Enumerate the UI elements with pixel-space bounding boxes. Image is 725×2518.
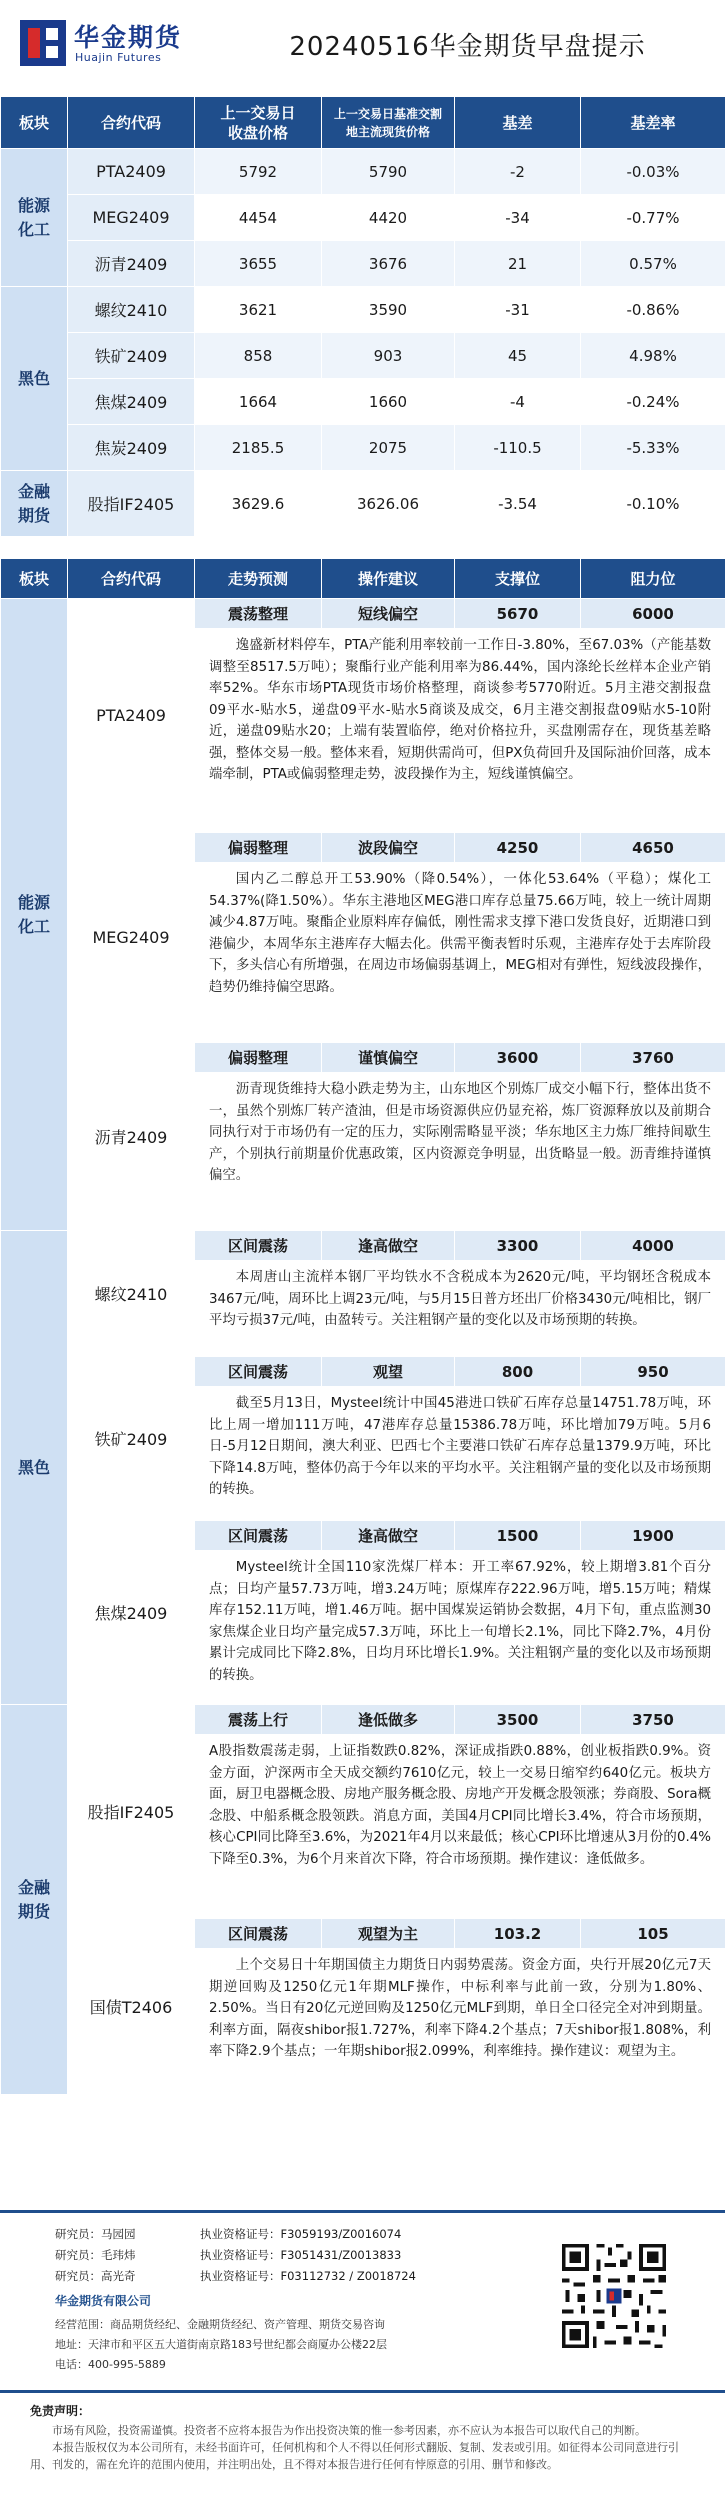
resistance-cell: 4650	[581, 833, 725, 863]
analysis-text-body: 逸盛新材料停车，PTA产能利用率较前一工作日-3.80%，至67.03%（产能基数调整至8517.5万吨）；聚酯行业产能利用率为86.44%，国内涤纶长丝样本企业产销率52%。华东市场PTA现货市场价格整理，商谈参考5770附近。5月主港交割报盘09平水-贴水5，递盘09平水-贴水5商谈及成交，6月主港交割报盘09贴水5-10附近，递盘09贴水20；上端有装置临停，绝对价格拉升，买盘刚需存在，现货基差略强，整体交易一般。整体来看，短期供需尚可，但PX负荷回升及国际油价回落，成本端牵制，PTA或偏弱整理走势，波段操作为主，短线谨慎偏空。	[209, 638, 711, 782]
logo-cn-text: 华金期货	[74, 23, 183, 52]
basis-cell: -2	[455, 149, 581, 195]
company-logo	[20, 18, 210, 78]
table-row	[1, 1357, 725, 1387]
code-cell: 国债T2406	[68, 1919, 195, 2095]
sector-cell: 黑色	[1, 1231, 68, 1705]
sector-cell: 金融 期货	[1, 1705, 68, 2095]
analysis-text	[195, 629, 725, 833]
sector-cell: 能源 化工	[1, 599, 68, 1231]
disclaimer-paragraph: 市场有风险，投资需谨慎。投资者不应将本报告为作出投资决策的惟一参考因素，亦不应认为本报告可以取代自己的判断。	[52, 2424, 646, 2437]
table-row	[1, 425, 725, 471]
table-row	[1, 379, 725, 425]
sector-cell: 黑色	[1, 287, 68, 471]
close-cell: 3655	[195, 241, 322, 287]
table-row	[1, 833, 725, 863]
researcher-license: 执业资格证号：F03112732 / Z0018724	[200, 2269, 416, 2283]
col-header-advice: 操作建议	[322, 559, 455, 599]
code-cell: MEG2409	[68, 833, 195, 1043]
researcher-line	[55, 2268, 416, 2284]
rate-cell: -0.03%	[581, 149, 725, 195]
table-row	[1, 1231, 725, 1261]
col-header-close: 上一交易日 收盘价格	[195, 97, 322, 149]
support-cell: 5670	[455, 599, 581, 629]
analysis-text	[195, 863, 725, 1043]
code-cell: 铁矿2409	[68, 1357, 195, 1521]
company-address: 地址：天津市和平区五大道街南京路183号世纪都会商厦办公楼22层	[55, 2338, 387, 2351]
analysis-text-body: 国内乙二醇总开工53.90%（降0.54%），一体化53.64%（平稳）；煤化工54.37%(降1.50%）。华东主港地区MEG港口库存总量75.66万吨，较上一统计周期减少4.87万吨。聚酯企业原料库存偏低，刚性需求支撑下港口发货良好，近期港口到港偏少，本周华东主港库存大幅去化。供需平衡表暂时乐观，主港库存处于去库阶段下，多头信心有所增强，在周边市场偏弱基调上，MEG相对有弹性，短线波段操作，趋势仍维持偏空思路。	[209, 872, 711, 995]
basis-table	[0, 96, 725, 537]
qr-code-icon	[558, 2240, 670, 2352]
analysis-text-body: Mysteel统计全国110家洗煤厂样本：开工率67.92%，较上期增3.81个百分点；日均产量57.73万吨，增3.24万吨；原煤库存222.96万吨，增5.15万吨；精煤库存152.11万吨，增1.46万吨。据中国煤炭运销协会数据，4月下旬，重点监测30家焦煤企业日均产量完成57.3万吨，环比上一旬增长2.1%，同比下降2.7%，4月份累计完成同比下降2.8%，日均月环比增长1.9%。关注粗钢产量的变化以及市场预期的转换。	[209, 1560, 711, 1683]
trend-cell: 震荡整理	[195, 599, 322, 629]
sector-cell: 金融 期货	[1, 471, 68, 537]
code-cell: 股指IF2405	[68, 471, 195, 537]
spot-cell: 3676	[322, 241, 455, 287]
code-cell: 铁矿2409	[68, 333, 195, 379]
trend-cell: 区间震荡	[195, 1231, 322, 1261]
trend-cell: 区间震荡	[195, 1919, 322, 1949]
company-phone: 电话：400-995-5889	[55, 2358, 166, 2371]
support-cell: 1500	[455, 1521, 581, 1551]
advice-cell: 观望	[322, 1357, 455, 1387]
code-cell: 股指IF2405	[68, 1705, 195, 1919]
disclaimer-title: 免责声明：	[30, 2404, 91, 2418]
report-header	[0, 0, 725, 96]
spot-cell: 3626.06	[322, 471, 455, 537]
researcher-line	[55, 2247, 402, 2263]
advice-cell: 逢高做空	[322, 1231, 455, 1261]
table-row	[1, 149, 725, 195]
analysis-text	[195, 1261, 725, 1357]
rate-cell: 0.57%	[581, 241, 725, 287]
table-row	[1, 1705, 725, 1735]
close-cell: 2185.5	[195, 425, 322, 471]
analysis-text-body: 上个交易日十年期国债主力期货日内弱势震荡。资金方面，央行开展20亿元7天期逆回购及1250亿元1年期MLF操作，中标利率与此前一致，分别为1.80%、2.50%。当日有20亿元逆回购及1250亿元MLF到期，单日全口径完全对冲到期量。利率方面，隔夜shibor报1.727%，利率下降4.2个基点；7天shibor报1.808%，利率下降2.9个基点；一年期shibor报2.099%，利率维持。操作建议：观望为主。	[209, 1958, 711, 2059]
page-title: 20240516华金期货早盘提示	[289, 32, 646, 62]
resistance-cell: 6000	[581, 599, 725, 629]
advice-cell: 逢高做空	[322, 1521, 455, 1551]
support-cell: 4250	[455, 833, 581, 863]
footer-divider	[0, 2390, 725, 2393]
basis-cell: -3.54	[455, 471, 581, 537]
basis-cell: -31	[455, 287, 581, 333]
spot-cell: 3590	[322, 287, 455, 333]
trend-cell: 偏弱整理	[195, 1043, 322, 1073]
support-cell: 3300	[455, 1231, 581, 1261]
close-cell: 5792	[195, 149, 322, 195]
disclaimer-text	[30, 2422, 690, 2473]
table-row	[1, 241, 725, 287]
analysis-text-body: A股指数震荡走弱，上证指数跌0.82%，深证成指跌0.88%，创业板指跌0.9%。资金方面，沪深两市全天成交额约7610亿元，较上一交易日缩窄约640亿元。板块方面，厨卫电器概念股、房地产服务概念股、房地产开发概念股领涨；券商股、Sora概念股、中船系概念股领跌。消息方面，美国4月CPI同比增长3.4%，符合市场预期，核心CPI同比降至3.6%，为2021年4月以来最低；核心CPI环比增速从3月份的0.4%下降至0.3%，为6个月来首次下降，符合市场预期。操作建议：逢低做多。	[209, 1744, 711, 1867]
table-row	[1, 1521, 725, 1551]
spot-cell: 903	[322, 333, 455, 379]
researcher-name: 研究员：毛玮炜	[55, 2248, 136, 2262]
resistance-cell: 3760	[581, 1043, 725, 1073]
analysis-text	[195, 1387, 725, 1521]
analysis-text	[195, 1073, 725, 1231]
col-header-code: 合约代码	[68, 559, 195, 599]
rate-cell: 4.98%	[581, 333, 725, 379]
rate-cell: -0.77%	[581, 195, 725, 241]
researcher-name: 研究员：高光奇	[55, 2269, 136, 2283]
support-cell: 103.2	[455, 1919, 581, 1949]
code-cell: 沥青2409	[68, 1043, 195, 1231]
footer-divider	[0, 2210, 725, 2213]
basis-cell: -34	[455, 195, 581, 241]
researcher-license: 执业资格证号：F3051431/Z0013833	[200, 2248, 402, 2262]
sector-cell: 能源 化工	[1, 149, 68, 287]
huajin-logo-icon	[20, 20, 66, 66]
col-header-sector: 板块	[1, 559, 68, 599]
code-cell: MEG2409	[68, 195, 195, 241]
spot-cell: 2075	[322, 425, 455, 471]
code-cell: 焦煤2409	[68, 379, 195, 425]
trend-cell: 区间震荡	[195, 1357, 322, 1387]
col-header-support: 支撑位	[455, 559, 581, 599]
researcher-license: 执业资格证号：F3059193/Z0016074	[200, 2227, 402, 2241]
disclaimer-paragraph: 本报告版权仅为本公司所有，未经书面许可，任何机构和个人不得以任何形式翻版、复制、发表或引用。如征得本公司同意进行引用、刊发的，需在允许的范围内使用，并注明出处，且不得对本报告进行任何有悖原意的引用、删节和修改。	[30, 2441, 679, 2471]
trend-cell: 区间震荡	[195, 1521, 322, 1551]
researcher-line	[55, 2226, 402, 2242]
rate-cell: -0.86%	[581, 287, 725, 333]
basis-cell: 21	[455, 241, 581, 287]
rate-cell: -0.10%	[581, 471, 725, 537]
code-cell: 沥青2409	[68, 241, 195, 287]
spot-cell: 4420	[322, 195, 455, 241]
table-row	[1, 333, 725, 379]
col-header-code: 合约代码	[68, 97, 195, 149]
table-row	[1, 471, 725, 537]
analysis-text	[195, 1551, 725, 1705]
resistance-cell: 4000	[581, 1231, 725, 1261]
basis-cell: 45	[455, 333, 581, 379]
col-header-spot: 上一交易日基准交割 地主流现货价格	[322, 97, 455, 149]
support-cell: 3500	[455, 1705, 581, 1735]
basis-table-header	[1, 97, 725, 149]
col-header-resistance: 阻力位	[581, 559, 725, 599]
advice-cell: 短线偏空	[322, 599, 455, 629]
code-cell: PTA2409	[68, 599, 195, 833]
resistance-cell: 1900	[581, 1521, 725, 1551]
company-name: 华金期货有限公司	[55, 2294, 152, 2308]
close-cell: 4454	[195, 195, 322, 241]
basis-cell: -4	[455, 379, 581, 425]
close-cell: 3629.6	[195, 471, 322, 537]
table-row	[1, 287, 725, 333]
code-cell: PTA2409	[68, 149, 195, 195]
table-row	[1, 195, 725, 241]
business-scope: 经营范围：商品期货经纪、金融期货经纪、资产管理、期货交易咨询	[55, 2318, 385, 2331]
analysis-text-body: 沥青现货维持大稳小跌走势为主，山东地区个别炼厂成交小幅下行，整体出货不一，虽然个别炼厂转产渣油，但是市场资源供应仍显充裕，炼厂资源释放以及前期合同执行对于市场仍有一定的压力，实际刚需略显平淡；华东地区主力炼厂维持间歇生产，个别执行前期量价优惠政策，区内资源竞争明显，出货略显一般。沥青维持谨慎偏空。	[209, 1082, 711, 1183]
close-cell: 1664	[195, 379, 322, 425]
analysis-text-body: 本周唐山主流样本钢厂平均铁水不含税成本为2620元/吨，平均钢坯含税成本3467元/吨，周环比上调23元/吨，与5月15日普方坯出厂价格3430元/吨相比，钢厂平均亏损37元/吨，由盈转亏。关注粗钢产量的变化以及市场预期的转换。	[209, 1270, 711, 1328]
spot-cell: 1660	[322, 379, 455, 425]
table-row	[1, 599, 725, 629]
resistance-cell: 105	[581, 1919, 725, 1949]
researcher-name: 研究员：马园园	[55, 2227, 136, 2241]
strategy-table-header	[1, 559, 725, 599]
advice-cell: 谨慎偏空	[322, 1043, 455, 1073]
resistance-cell: 3750	[581, 1705, 725, 1735]
rate-cell: -5.33%	[581, 425, 725, 471]
advice-cell: 波段偏空	[322, 833, 455, 863]
col-header-rate: 基差率	[581, 97, 725, 149]
analysis-text-body: 截至5月13日，Mysteel统计中国45港进口铁矿石库存总量14751.78万吨，环比上周一增加111万吨，47港库存总量15386.78万吨，环比增加79万吨。5月6日-5月12日期间，澳大利亚、巴西七个主要港口铁矿石库存总量1379.9万吨，环比下降14.8万吨，整体仍高于今年以来的平均水平。关注粗钢产量的变化以及市场预期的转换。	[209, 1396, 711, 1497]
col-header-sector: 板块	[1, 97, 68, 149]
spot-cell: 5790	[322, 149, 455, 195]
resistance-cell: 950	[581, 1357, 725, 1387]
trend-cell: 偏弱整理	[195, 833, 322, 863]
code-cell: 螺纹2410	[68, 287, 195, 333]
table-row	[1, 1043, 725, 1073]
advice-cell: 逢低做多	[322, 1705, 455, 1735]
col-header-basis: 基差	[455, 97, 581, 149]
trend-cell: 震荡上行	[195, 1705, 322, 1735]
strategy-table	[0, 558, 725, 2095]
code-cell: 螺纹2410	[68, 1231, 195, 1357]
analysis-text	[195, 1735, 725, 1919]
advice-cell: 观望为主	[322, 1919, 455, 1949]
col-header-trend: 走势预测	[195, 559, 322, 599]
rate-cell: -0.24%	[581, 379, 725, 425]
close-cell: 858	[195, 333, 322, 379]
basis-cell: -110.5	[455, 425, 581, 471]
close-cell: 3621	[195, 287, 322, 333]
code-cell: 焦煤2409	[68, 1521, 195, 1705]
support-cell: 3600	[455, 1043, 581, 1073]
table-row	[1, 1919, 725, 1949]
support-cell: 800	[455, 1357, 581, 1387]
report-footer	[0, 2210, 725, 2518]
logo-en-text: Huajin Futures	[75, 51, 162, 64]
analysis-text	[195, 1949, 725, 2095]
code-cell: 焦炭2409	[68, 425, 195, 471]
